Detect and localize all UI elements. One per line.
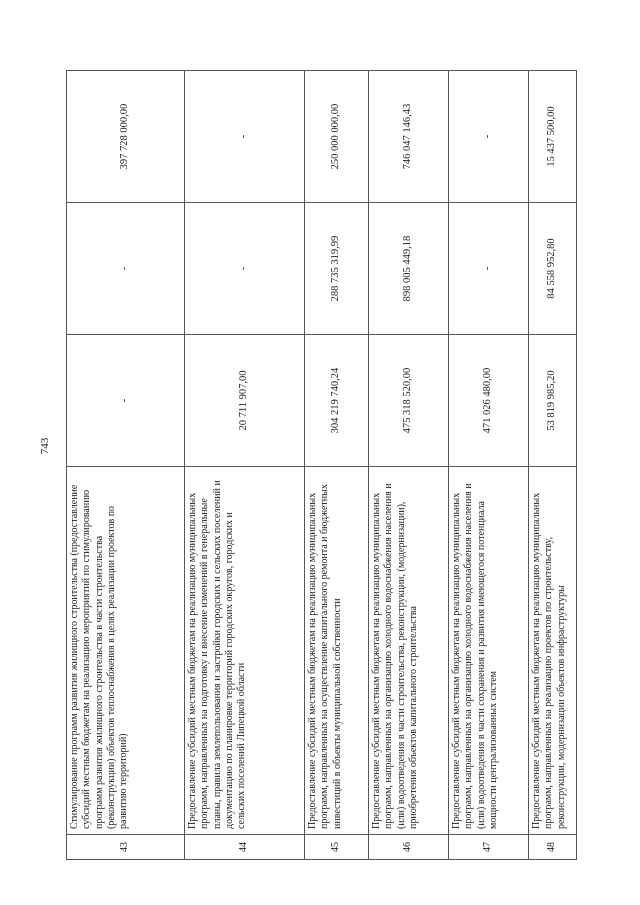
amount-year-3: 15 437 500,00 xyxy=(529,71,577,203)
amount-year-2: 84 558 952,80 xyxy=(529,203,577,335)
row-description: Предоставление субсидий местным бюджетам на реализацию муниципальных программ, направленных на реализацию проектов по строительству, реконструкции, модернизации объектов инфраструктуры xyxy=(529,467,577,835)
table-row xyxy=(529,71,577,860)
row-description: Предоставление субсидий местным бюджетам на реализацию муниципальных программ, направленных на подготовку и внесение изменений в генеральные планы, правила землепользования и застройки городских и сельских поселений и документацию по планировке территорий городских округов, городских и сельских поселений Липецкой области xyxy=(185,467,305,835)
amount-year-1: - xyxy=(67,335,185,467)
table-row xyxy=(185,71,305,860)
amount-year-1: 53 819 985,20 xyxy=(529,335,577,467)
amount-year-1: 20 711 907,00 xyxy=(185,335,305,467)
table-row xyxy=(305,71,369,860)
row-description: Предоставление субсидий местным бюджетам на реализацию муниципальных программ, направленных на осуществление капитального ремонта и бюджетных инвестиций в объекты муниципальной собственности xyxy=(305,467,369,835)
amount-year-2: - xyxy=(185,203,305,335)
row-number: 48 xyxy=(529,835,577,860)
amount-year-3: - xyxy=(449,71,529,203)
amount-year-2: - xyxy=(67,203,185,335)
row-description: Предоставление субсидий местным бюджетам на реализацию муниципальных программ, направленных на организацию холодного водоснабжения населения и (или) водоотведения в части строительства, реконструкции, (модернизации), приобретения объектов капитального строительства xyxy=(369,467,449,835)
table-row xyxy=(67,71,185,860)
row-number: 44 xyxy=(185,835,305,860)
row-number: 46 xyxy=(369,835,449,860)
amount-year-3: - xyxy=(185,71,305,203)
amount-year-2: - xyxy=(449,203,529,335)
budget-table xyxy=(66,70,577,860)
amount-year-1: 475 318 520,00 xyxy=(369,335,449,467)
amount-year-2: 288 735 319,99 xyxy=(305,203,369,335)
table-row xyxy=(369,71,449,860)
amount-year-1: 304 219 740,24 xyxy=(305,335,369,467)
amount-year-1: 471 026 480,00 xyxy=(449,335,529,467)
row-number: 45 xyxy=(305,835,369,860)
row-number: 43 xyxy=(67,835,185,860)
amount-year-2: 898 005 449,18 xyxy=(369,203,449,335)
amount-year-3: 746 047 146,43 xyxy=(369,71,449,203)
row-description: Стимулирование программ развития жилищного строительства (предоставление субсидий местным бюджетам на реализацию мероприятий по стимулированию программ развития жилищного строительства в части строительства (реконструкции) объектов теплоснабжения в целях реализации проектов по развитию территорий) xyxy=(67,467,185,835)
row-description: Предоставление субсидий местным бюджетам на реализацию муниципальных программ, направленных на организацию холодного водоснабжения населения и (или) водоотведения в части сохранения и развития имеющегося потенциала мощности централизованных систем xyxy=(449,467,529,835)
amount-year-3: 397 728 000,00 xyxy=(67,71,185,203)
page-number: 743 xyxy=(39,437,51,455)
table-row xyxy=(449,71,529,860)
rotated-table-container xyxy=(66,70,576,860)
amount-year-3: 250 000 000,00 xyxy=(305,71,369,203)
row-number: 47 xyxy=(449,835,529,860)
